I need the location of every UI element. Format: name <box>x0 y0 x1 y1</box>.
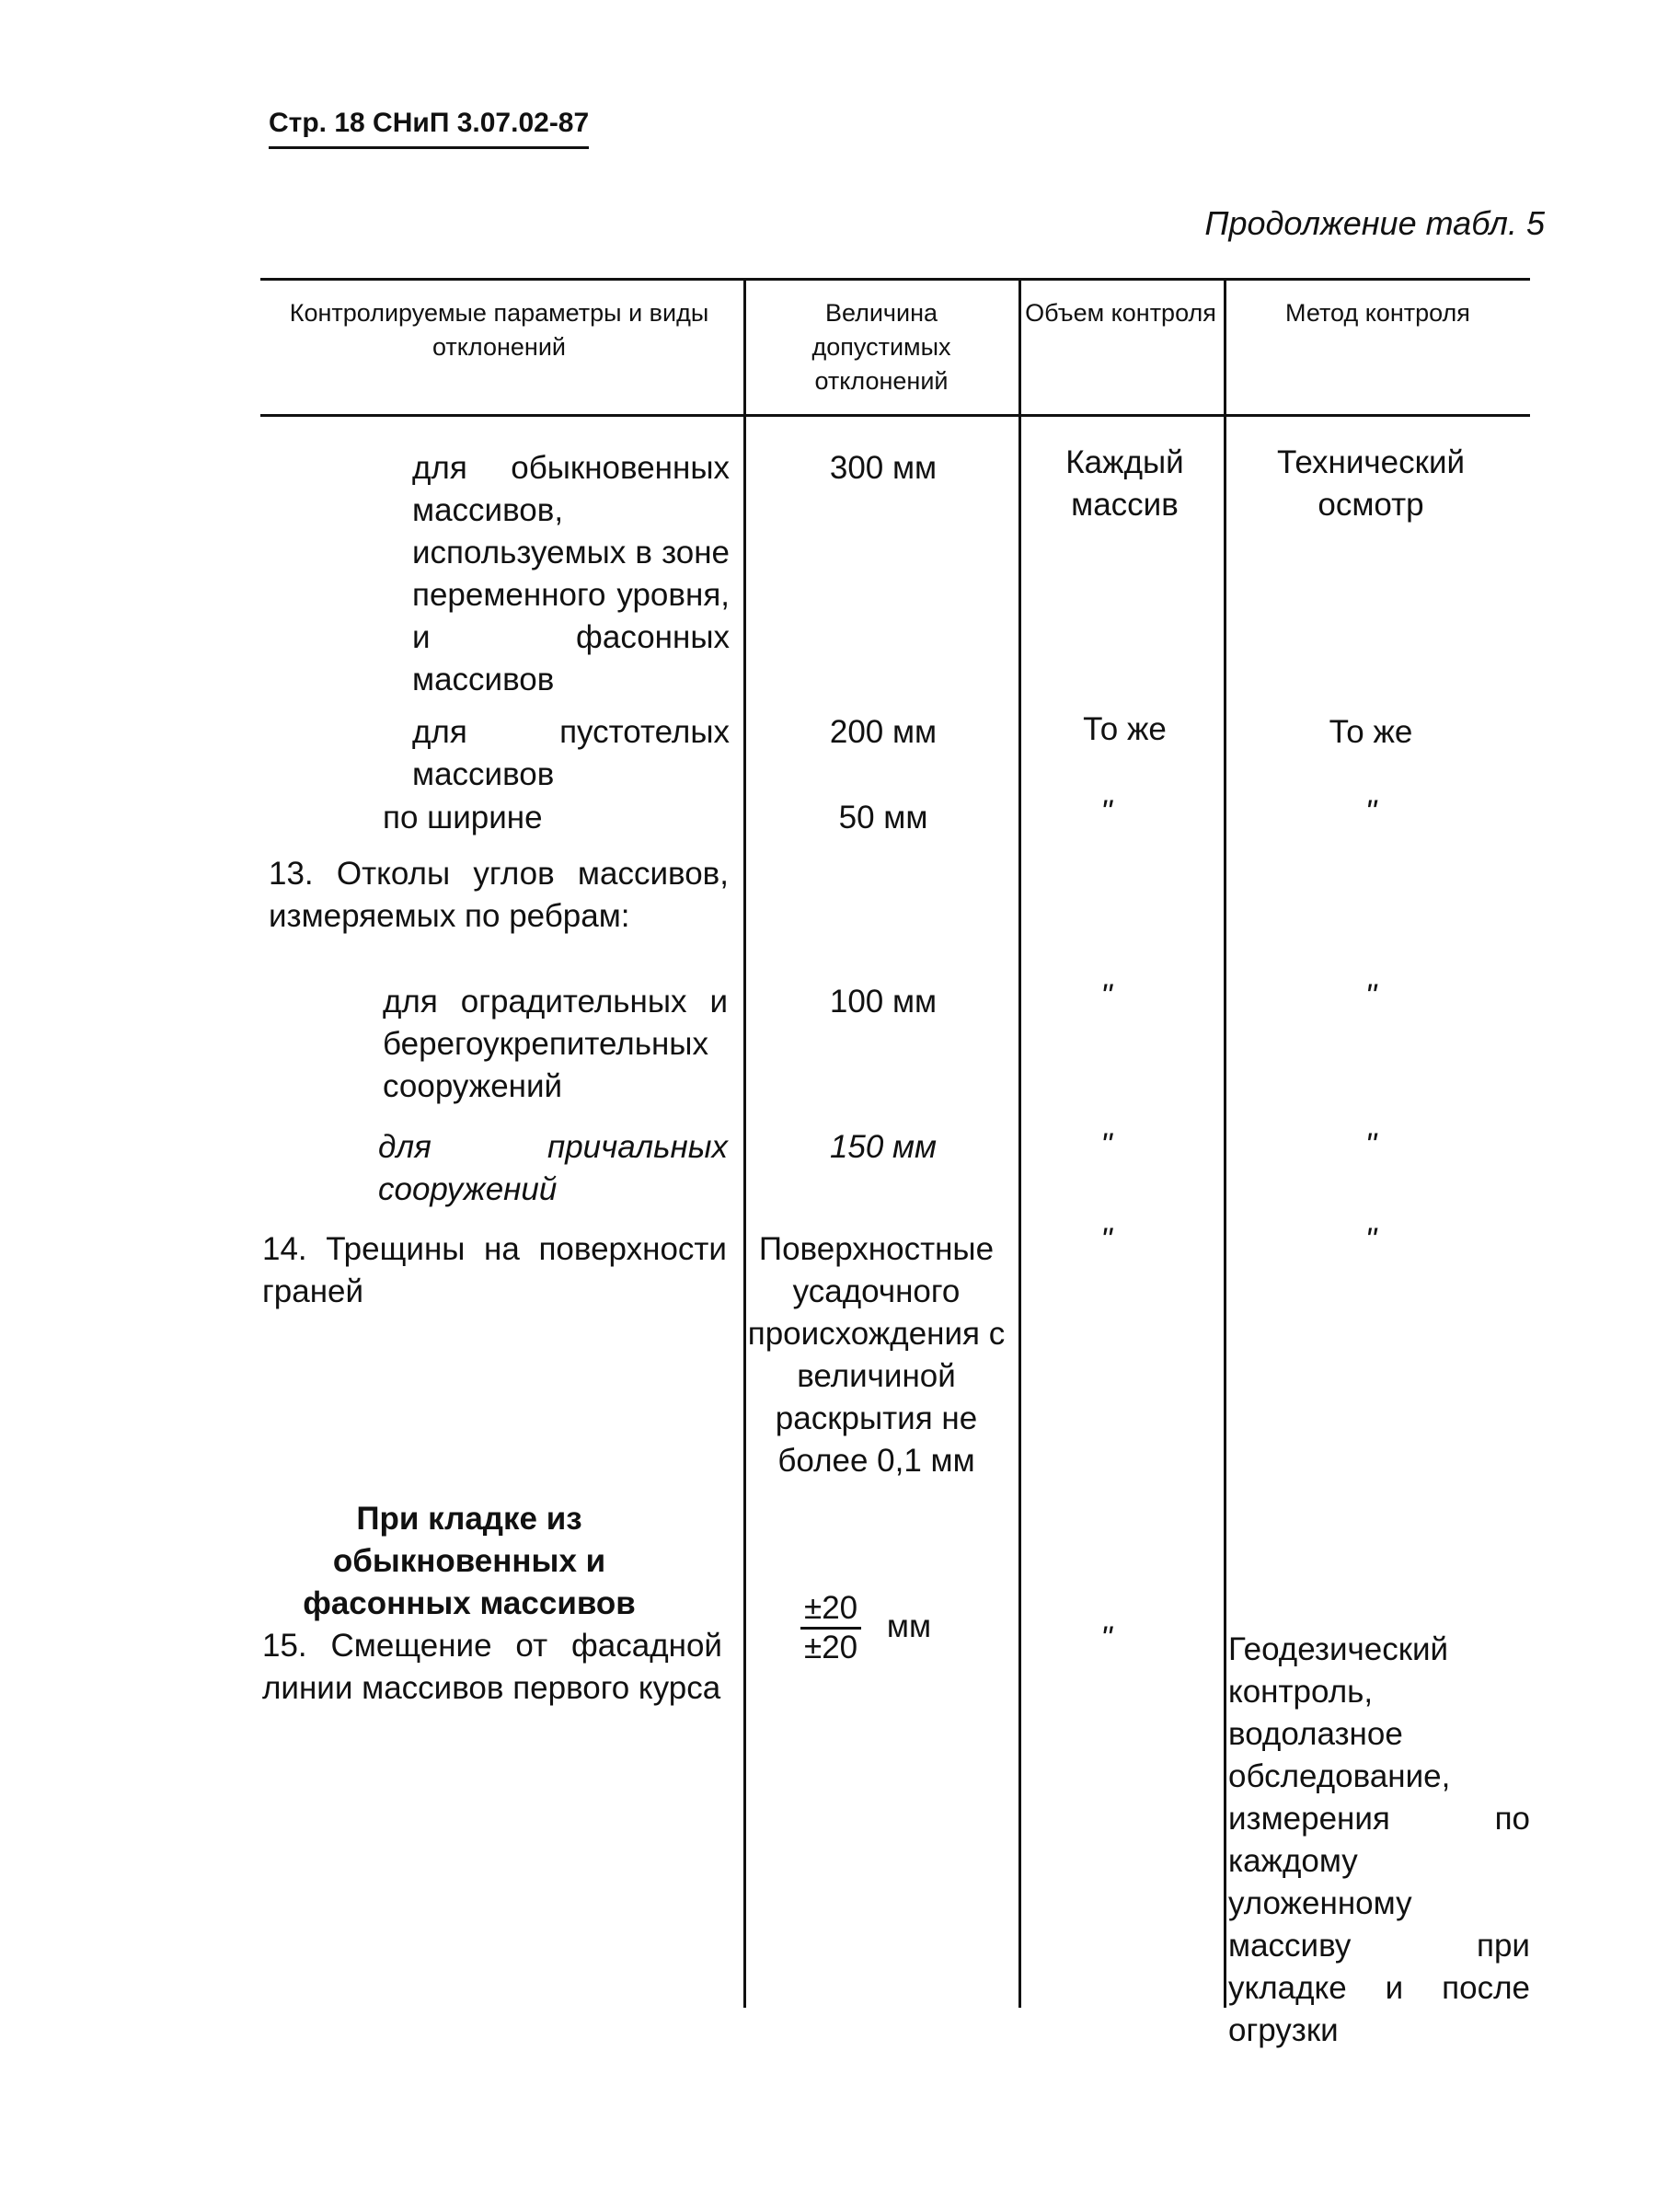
table-continuation-label: Продолжение табл. 5 <box>1204 204 1545 242</box>
table-row-3-parameter: по ширине <box>383 800 543 835</box>
table-row-3-method: " <box>1364 794 1377 830</box>
tolerance-denominator: ±20 <box>804 1630 858 1665</box>
column-header-volume: Объем контроля <box>1025 299 1216 327</box>
table-row-item-15-tolerance <box>800 1590 984 1666</box>
table-row-2-volume: То же <box>1083 711 1167 747</box>
tolerance-numerator: ±20 <box>800 1590 861 1630</box>
page-header: Стр. 18 СНиП 3.07.02-87 <box>269 108 589 149</box>
table-row-2-tolerance: 200 мм <box>829 714 938 750</box>
column-divider-2 <box>1018 278 1021 2008</box>
table-row-1-tolerance: 300 мм <box>829 450 938 486</box>
table-row-2-method: То же <box>1329 714 1413 750</box>
table-row-5-tolerance: 150 мм <box>829 1129 938 1165</box>
column-divider-3 <box>1224 278 1226 2008</box>
column-header-parameters: Контролируемые параметры и виды отклонений <box>289 299 709 361</box>
table-row-1-method: Технический осмотр <box>1276 444 1466 523</box>
table-row-item-13-parameter: 13. Отколы углов массивов, измеряемых по ребрам: <box>269 856 729 934</box>
table-row-3-volume: " <box>1100 794 1112 830</box>
column-header-method: Метод контроля <box>1285 299 1470 327</box>
table-row-item-14-volume: " <box>1100 1222 1112 1258</box>
table-top-rule <box>260 278 1530 281</box>
table-row-4-parameter: для оградительных и берегоукрепительных сооружений <box>383 984 728 1104</box>
table-row-5-parameter: для причальных сооружений <box>378 1129 728 1207</box>
column-divider-1 <box>743 278 746 2008</box>
tolerance-fraction <box>800 1590 861 1666</box>
table-row-4-tolerance: 100 мм <box>829 984 938 1020</box>
table-row-item-15-method: Геодезический контроль, водолазное обследование, измерения по каждому уложенному массиву при укладке и после огрузки <box>1228 1631 1530 2048</box>
table-row-2-parameter: для пустотелых массивов <box>412 714 730 792</box>
table-row-item-14-method: " <box>1364 1222 1377 1258</box>
column-header-tolerance: Величина допустимых отклонений <box>811 299 951 395</box>
table-row-item-15-parameter: 15. Смещение от фасадной линии массивов первого курса <box>262 1628 722 1706</box>
table-row-4-method: " <box>1364 978 1377 1014</box>
table-header-rule <box>260 414 1530 417</box>
table-row-1-volume: Каждый массив <box>1065 444 1184 523</box>
table-row-item-14-tolerance: Поверхностные усадочного происхождения с величиной раскрытия не более 0,1 мм <box>747 1231 1006 1479</box>
table-row-1-parameter: для обыкновенных массивов, используемых в зоне переменного уровня, и фасонных массивов <box>412 450 730 697</box>
table-section-heading: При кладке из обыкновенных и фасонных массивов <box>303 1501 636 1621</box>
table-row-item-14-parameter: 14. Трещины на поверхности граней <box>262 1231 727 1309</box>
table-row-4-volume: " <box>1100 978 1112 1014</box>
table-row-item-15-volume: " <box>1100 1620 1112 1656</box>
table-row-3-tolerance: 50 мм <box>838 800 928 835</box>
table-row-5-volume: " <box>1100 1127 1112 1163</box>
tolerance-unit: мм <box>886 1607 931 1644</box>
table-row-5-method: " <box>1364 1127 1377 1163</box>
